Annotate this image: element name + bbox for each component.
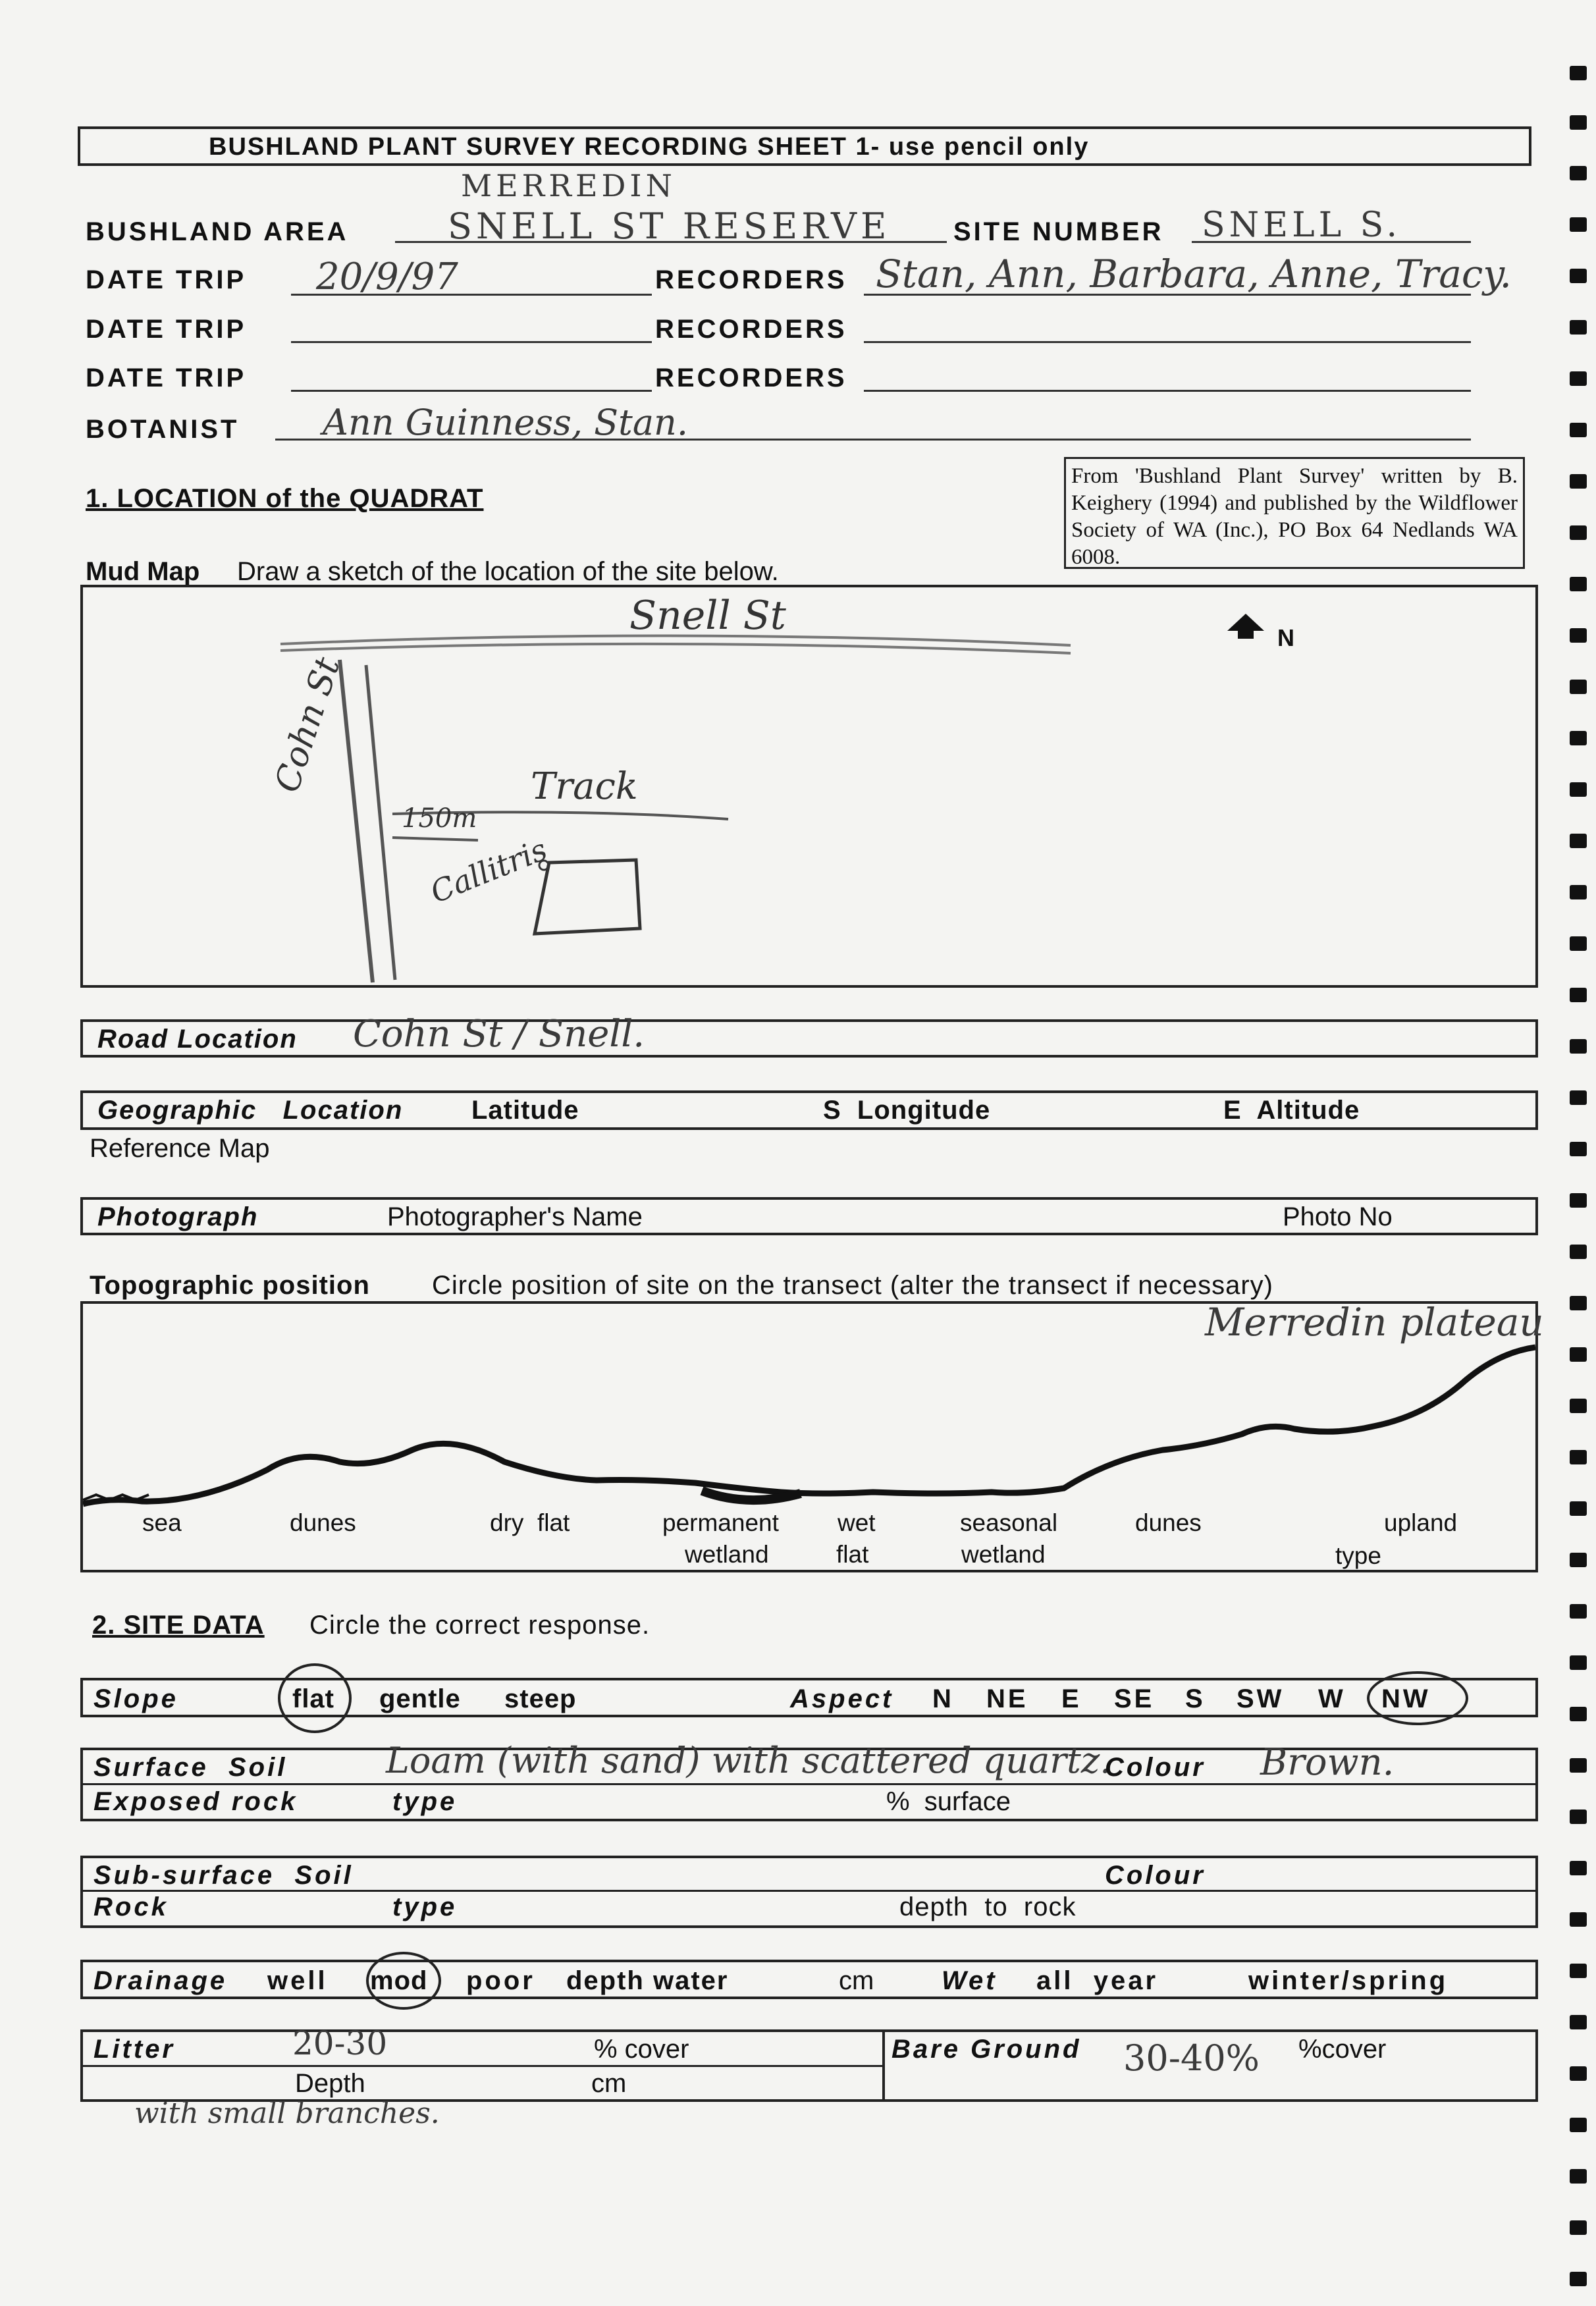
slope-aspect-box [80,1678,1538,1717]
surface-soil-label: Surface Soil [93,1753,288,1782]
aspect-e[interactable]: E [1061,1684,1082,1713]
aspect-ne[interactable]: NE [986,1684,1028,1713]
date-trip-label-2: DATE TRIP [86,315,247,344]
slope-steep[interactable]: steep [504,1684,577,1713]
botanist-label: BOTANIST [86,415,240,444]
topographic-transect-box [80,1300,1544,1572]
bare-ground-value[interactable]: 30-40% [1123,2037,1260,2079]
aspect-label: Aspect [790,1684,894,1713]
position-wetland-2[interactable]: wetland [961,1541,1046,1568]
slope-label: Slope [93,1684,178,1713]
latitude-label: Latitude [471,1096,579,1125]
surface-colour-value[interactable]: Brown. [1260,1741,1395,1784]
street-top-label: Snell St [629,593,786,639]
drainage-mod[interactable]: mod [370,1966,428,1995]
callitris-label: Callitris [425,831,552,911]
photograph-label: Photograph [97,1202,259,1231]
depth-water-label: depth water [566,1966,729,1995]
bushland-area-note: MERREDIN [461,168,676,203]
position-dunes-2[interactable]: dunes [1135,1509,1202,1536]
exposed-rock-surface-label: % surface [886,1787,1011,1816]
exposed-rock-type-label: type [392,1787,458,1816]
photo-no-label: Photo No [1283,1202,1393,1231]
mudmap-instruction: Draw a sketch of the location of the site below. [237,557,779,586]
slope-gentle[interactable]: gentle [379,1684,461,1713]
botanist-value[interactable]: Ann Guinness, Stan. [323,402,689,443]
reference-map-label: Reference Map [90,1134,270,1163]
position-upland[interactable]: upland [1384,1509,1458,1536]
mudmap-label: Mud Map [86,557,200,586]
recorders-label-2: RECORDERS [655,315,847,344]
altitude-label: E Altitude [1223,1096,1360,1125]
aspect-se[interactable]: SE [1114,1684,1155,1713]
position-type[interactable]: type [1335,1542,1381,1569]
topographic-label: Topographic position [90,1271,370,1300]
longitude-label: S Longitude [823,1096,991,1125]
section2-title: 2. SITE DATA [92,1611,265,1640]
recorders-line-3 [864,390,1471,392]
position-dry-flat[interactable]: dry flat [490,1509,570,1536]
exposed-rock-label: Exposed rock [93,1787,298,1816]
site-number-label: SITE NUMBER [953,217,1164,246]
litter-note: with small branches. [134,2097,440,2130]
position-sea[interactable]: sea [142,1509,182,1536]
recorders-label-3: RECORDERS [655,363,847,392]
bare-ground-label: Bare Ground [891,2035,1082,2064]
site-number-value[interactable]: SNELL S. [1202,205,1401,245]
subsurface-colour-label: Colour [1105,1861,1206,1890]
rock-label: Rock [93,1892,169,1921]
drainage-poor[interactable]: poor [466,1966,535,1995]
photograph-box [80,1197,1538,1235]
road-location-value[interactable]: Cohn St / Snell. [353,1013,645,1056]
recorders-label-1: RECORDERS [655,265,847,294]
slope-flat[interactable]: flat [292,1684,334,1713]
litter-box [80,2024,1538,2102]
date-trip-line-2 [291,341,652,343]
position-dunes-1[interactable]: dunes [290,1509,356,1536]
subsurface-soil-label: Sub-surface Soil [93,1861,354,1890]
position-permanent[interactable]: permanent [662,1509,779,1536]
north-arrow-stem [1238,630,1254,639]
wet-label: Wet [942,1966,998,1995]
wet-winter-spring[interactable]: winter/spring [1248,1966,1449,1995]
section1-title: 1. LOCATION of the QUADRAT [86,484,484,513]
litter-divider-h [83,2065,882,2067]
page-title: BUSHLAND PLANT SURVEY RECORDING SHEET 1- use pencil only [209,133,1090,161]
topographic-instruction: Circle position of site on the transect (alter the transect if necessary) [432,1271,1273,1300]
bushland-area-label: BUSHLAND AREA [86,217,349,246]
litter-label: Litter [93,2035,175,2064]
bare-ground-cover-label: %cover [1298,2035,1387,2064]
surface-colour-label: Colour [1105,1753,1206,1782]
track-label: Track [531,765,638,808]
aspect-n[interactable]: N [932,1684,954,1713]
date-trip-label-3: DATE TRIP [86,363,247,392]
litter-value[interactable]: 20-30 [292,2024,388,2062]
aspect-w[interactable]: W [1318,1684,1346,1713]
position-flat[interactable]: flat [836,1541,869,1568]
geographic-location-box [80,1090,1538,1130]
mud-map [80,585,1538,988]
credit-box [1064,457,1525,569]
surface-soil-value[interactable]: Loam (with sand) with scattered quartz. [386,1740,1111,1781]
litter-divider-v [882,2032,885,2099]
section2-instruction: Circle the correct response. [309,1611,651,1640]
recorders-line-2 [864,341,1471,343]
date-trip-line-3 [291,390,652,392]
photographer-name-label: Photographer's Name [387,1202,643,1231]
rock-type-label: type [392,1892,458,1921]
date-trip-value-1[interactable]: 20/9/97 [316,255,458,298]
aspect-s[interactable]: S [1185,1684,1206,1713]
aspect-sw[interactable]: SW [1237,1684,1285,1713]
drainage-label: Drainage [93,1966,228,1995]
road-location-box [80,1013,1538,1058]
north-label: N [1277,624,1297,651]
position-wetland-1[interactable]: wetland [685,1541,769,1568]
litter-depth-label: Depth [295,2069,365,2098]
date-trip-label-1: DATE TRIP [86,265,247,294]
credit-text: From 'Bushland Plant Survey' written by B. Keighery (1994) and published by the Wildflower Society of WA (Inc.), PO Box 64 Nedlands WA 6008. [1071,464,1518,569]
drainage-box [80,1960,1538,1999]
wet-all-year[interactable]: all year [1036,1966,1159,1995]
recorders-value-1[interactable]: Stan, Ann, Barbara, Anne, Tracy. [876,252,1512,296]
street-left-label: Cohn St [267,653,348,797]
depth-to-rock-label: depth to rock [899,1892,1077,1921]
position-seasonal[interactable]: seasonal [960,1509,1058,1536]
litter-depth-cm: cm [591,2069,627,2098]
surface-soil-box [80,1740,1538,1821]
litter-cover-label: % cover [594,2035,689,2064]
drainage-well[interactable]: well [267,1966,328,1995]
bushland-area-value[interactable]: SNELL ST RESERVE [448,205,891,247]
title-bar [78,126,1531,166]
drainage-cm: cm [839,1966,874,1995]
subsurface-soil-box [80,1856,1538,1928]
road-location-label: Road Location [97,1025,298,1054]
aspect-nw[interactable]: NW [1381,1684,1431,1713]
topographic-handwritten: Merredin plateau [1205,1300,1544,1345]
distance-label: 150m [402,803,477,834]
position-wet[interactable]: wet [838,1509,876,1536]
geographic-location-label: Geographic Location [97,1096,404,1125]
north-arrow-icon [1227,614,1264,631]
